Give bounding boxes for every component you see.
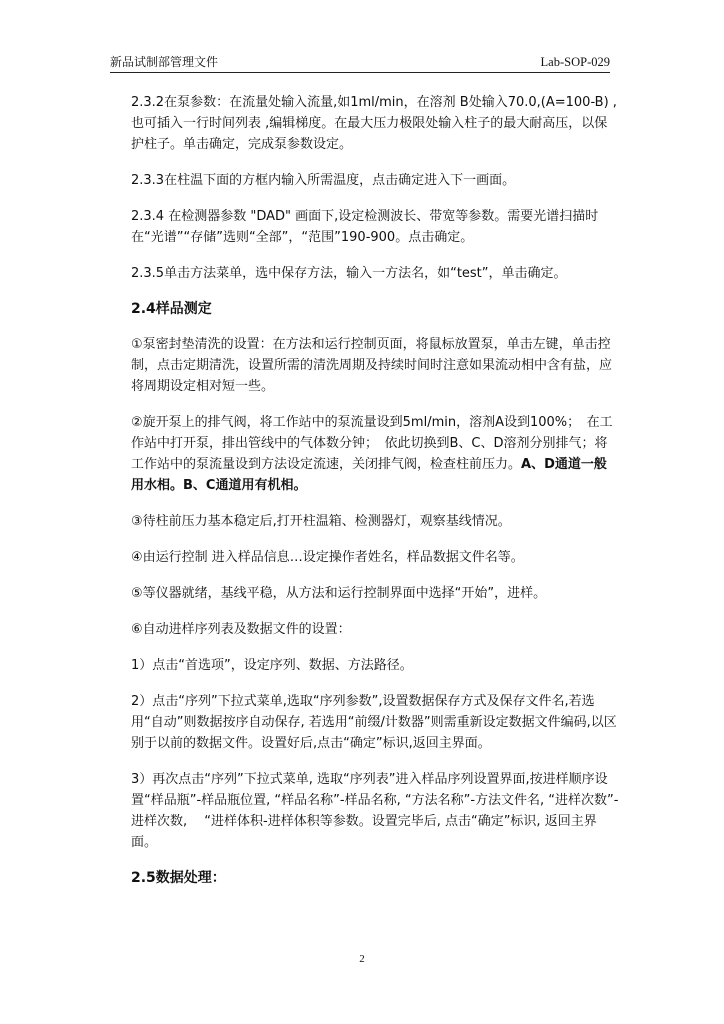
step-6: ⑥自动进样序列表及数据文件的设置：	[131, 622, 351, 637]
paragraph-2-3-5: 2.3.5单击方法菜单，选中保存方法，输入一方法名，如“test”，单击确定。	[131, 266, 567, 281]
header-doc-code: Lab-SOP-029	[540, 55, 610, 69]
substep-3: 3）再次点击“序列”下拉式菜单, 选取“序列表”进入样品序列设置界面,按进样顺序设置“样品瓶”-样品瓶位置, “样品名称”-样品名称, “方法名称”-方法文件名, “进样次数”-进样次数, “进样体积-进样体积等参数。设置完毕后, 点击“确定”标识, 返回主界面。	[131, 772, 619, 850]
step-5: ⑤等仪器就绪，基线平稳，从方法和运行控制界面中选择“开始”，进样。	[131, 586, 547, 601]
substep-1: 1）点击“首选项”，设定序列、数据、方法路径。	[131, 658, 413, 673]
step-3: ③待柱前压力基本稳定后,打开柱温箱、检测器灯，观察基线情况。	[131, 514, 511, 529]
page-number: 2	[359, 953, 365, 965]
step-4: ④由运行控制 进入样品信息…设定操作者姓名，样品数据文件名等。	[131, 550, 524, 565]
section-heading-2-4: 2.4样品测定	[131, 301, 212, 317]
step-1: ①泵密封垫清洗的设置：在方法和运行控制页面，将鼠标放置泵，单击左键，单击控制，点击定期清洗，设置所需的清洗周期及持续时间时注意如果流动相中含有盐，应将周期设定相对短一些。	[131, 337, 613, 394]
page-header	[110, 50, 610, 73]
document-body	[131, 92, 619, 903]
paragraph-2-3-3: 2.3.3在柱温下面的方框内输入所需温度，点击确定进入下一画面。	[131, 173, 516, 188]
paragraph-2-3-4: 2.3.4 在检测器参数 "DAD" 画面下,设定检测波长、带宽等参数。需要光谱扫描时在“光谱”“存储”选则“全部”，“范围”190-900。点击确定。	[131, 209, 599, 245]
header-title: 新品试制部管理文件	[110, 55, 219, 69]
substep-2: 2）点击“序列”下拉式菜单,选取“序列参数”,设置数据保存方式及保存文件名,若选用“自动”则数据按序自动保存, 若选用“前缀/计数器”则需重新设定数据文件编码,以区别于以前的数据文件。设置好后,点击“确定”标识,返回主界面。	[131, 694, 617, 751]
step-2-text: ②旋开泵上的排气阀，将工作站中的泵流量设到5ml/min，溶剂A设到100%； 在工作站中打开泵，排出管线中的气体数分钟； 依此切换到B、C、D溶剂分别排气；将工作站中的泵流量设到方法设定流速，关闭排气阀，检查柱前压力。	[131, 415, 613, 472]
step-2-bold-note: A、D通道一般用水相。B、C通道用有机相。	[131, 457, 607, 493]
step-2	[131, 412, 619, 496]
paragraph-2-3-2: 2.3.2在泵参数：在流量处输入流量,如1ml/min，在溶剂 B处输入70.0,(A=100-B) ,也可插入一行时间列表 ,编辑梯度。在最大压力极限处输入柱子的最大耐高压，以保护柱子。单击确定，完成泵参数设定。	[131, 95, 617, 152]
section-heading-2-5: 2.5数据处理：	[131, 870, 226, 886]
